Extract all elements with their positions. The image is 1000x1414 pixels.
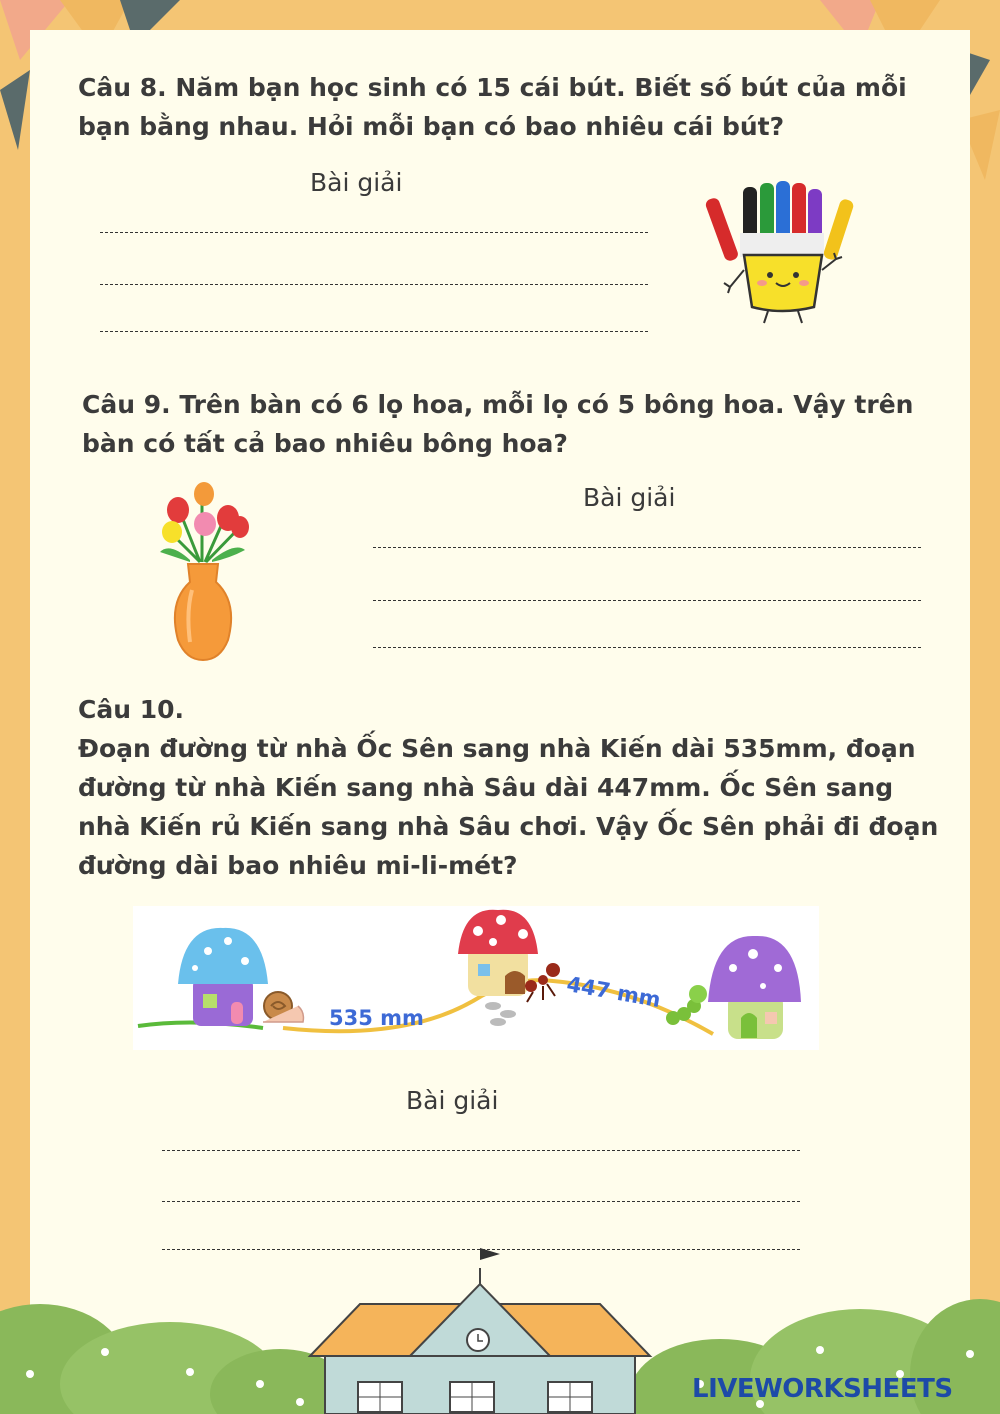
q9-answer-line-2[interactable] xyxy=(373,600,921,601)
mushroom-path-illustration xyxy=(133,906,819,1050)
distance-label-535: 535 mm xyxy=(329,1006,424,1030)
q9-solution-label: Bài giải xyxy=(583,483,676,512)
q8-answer-line-2[interactable] xyxy=(100,284,648,285)
q10-answer-input-1[interactable] xyxy=(162,1117,804,1151)
q9-answer-line-3[interactable] xyxy=(373,647,921,648)
liveworksheets-logo-text: LIVEWORKSHEETS xyxy=(692,1374,953,1404)
q9-answer-input-1[interactable] xyxy=(373,514,925,548)
q8-solution-label: Bài giải xyxy=(310,168,403,197)
q10-answer-input-2[interactable] xyxy=(162,1168,804,1202)
q9-answer-input-2[interactable] xyxy=(373,567,925,601)
q8-answer-input-2[interactable] xyxy=(100,251,652,285)
q10-text-line-4: đường dài bao nhiêu mi-li-mét? xyxy=(78,851,518,880)
q8-answer-input-3[interactable] xyxy=(100,298,652,332)
path-drawing xyxy=(133,906,819,1050)
q10-solution-label: Bài giải xyxy=(406,1086,499,1115)
q10-answer-line-2[interactable] xyxy=(162,1201,800,1202)
q8-answer-line-1[interactable] xyxy=(100,232,648,233)
q10-answer-input-3[interactable] xyxy=(162,1216,804,1250)
q8-text-line-2: bạn bằng nhau. Hỏi mỗi bạn có bao nhiêu cái bút? xyxy=(78,112,785,141)
q9-text-line-1: Câu 9. Trên bàn có 6 lọ hoa, mỗi lọ có 5 bông hoa. Vậy trên xyxy=(82,390,914,419)
liveworksheets-logo xyxy=(692,1374,953,1404)
q10-heading: Câu 10. xyxy=(78,695,185,724)
q10-text-line-3: nhà Kiến rủ Kiến sang nhà Sâu chơi. Vậy Ốc Sên phải đi đoạn xyxy=(78,812,939,841)
q9-answer-input-3[interactable] xyxy=(373,614,925,648)
distance-label-447: 447 mm xyxy=(564,972,663,1013)
q9-answer-line-1[interactable] xyxy=(373,547,921,548)
q8-text-line-1: Câu 8. Năm bạn học sinh có 15 cái bút. Biết số bút của mỗi xyxy=(78,73,907,102)
q9-text-line-2: bàn có tất cả bao nhiêu bông hoa? xyxy=(82,429,568,458)
q8-answer-line-3[interactable] xyxy=(100,331,648,332)
pen-cup-illustration xyxy=(710,175,850,325)
q10-text-line-1: Đoạn đường từ nhà Ốc Sên sang nhà Kiến dài 535mm, đoạn xyxy=(78,734,916,763)
q10-answer-line-1[interactable] xyxy=(162,1150,800,1151)
q10-text-line-2: đường từ nhà Kiến sang nhà Sâu dài 447mm. Ốc Sên sang xyxy=(78,773,894,802)
flower-vase-illustration xyxy=(150,482,260,662)
q8-answer-input-1[interactable] xyxy=(100,199,652,233)
